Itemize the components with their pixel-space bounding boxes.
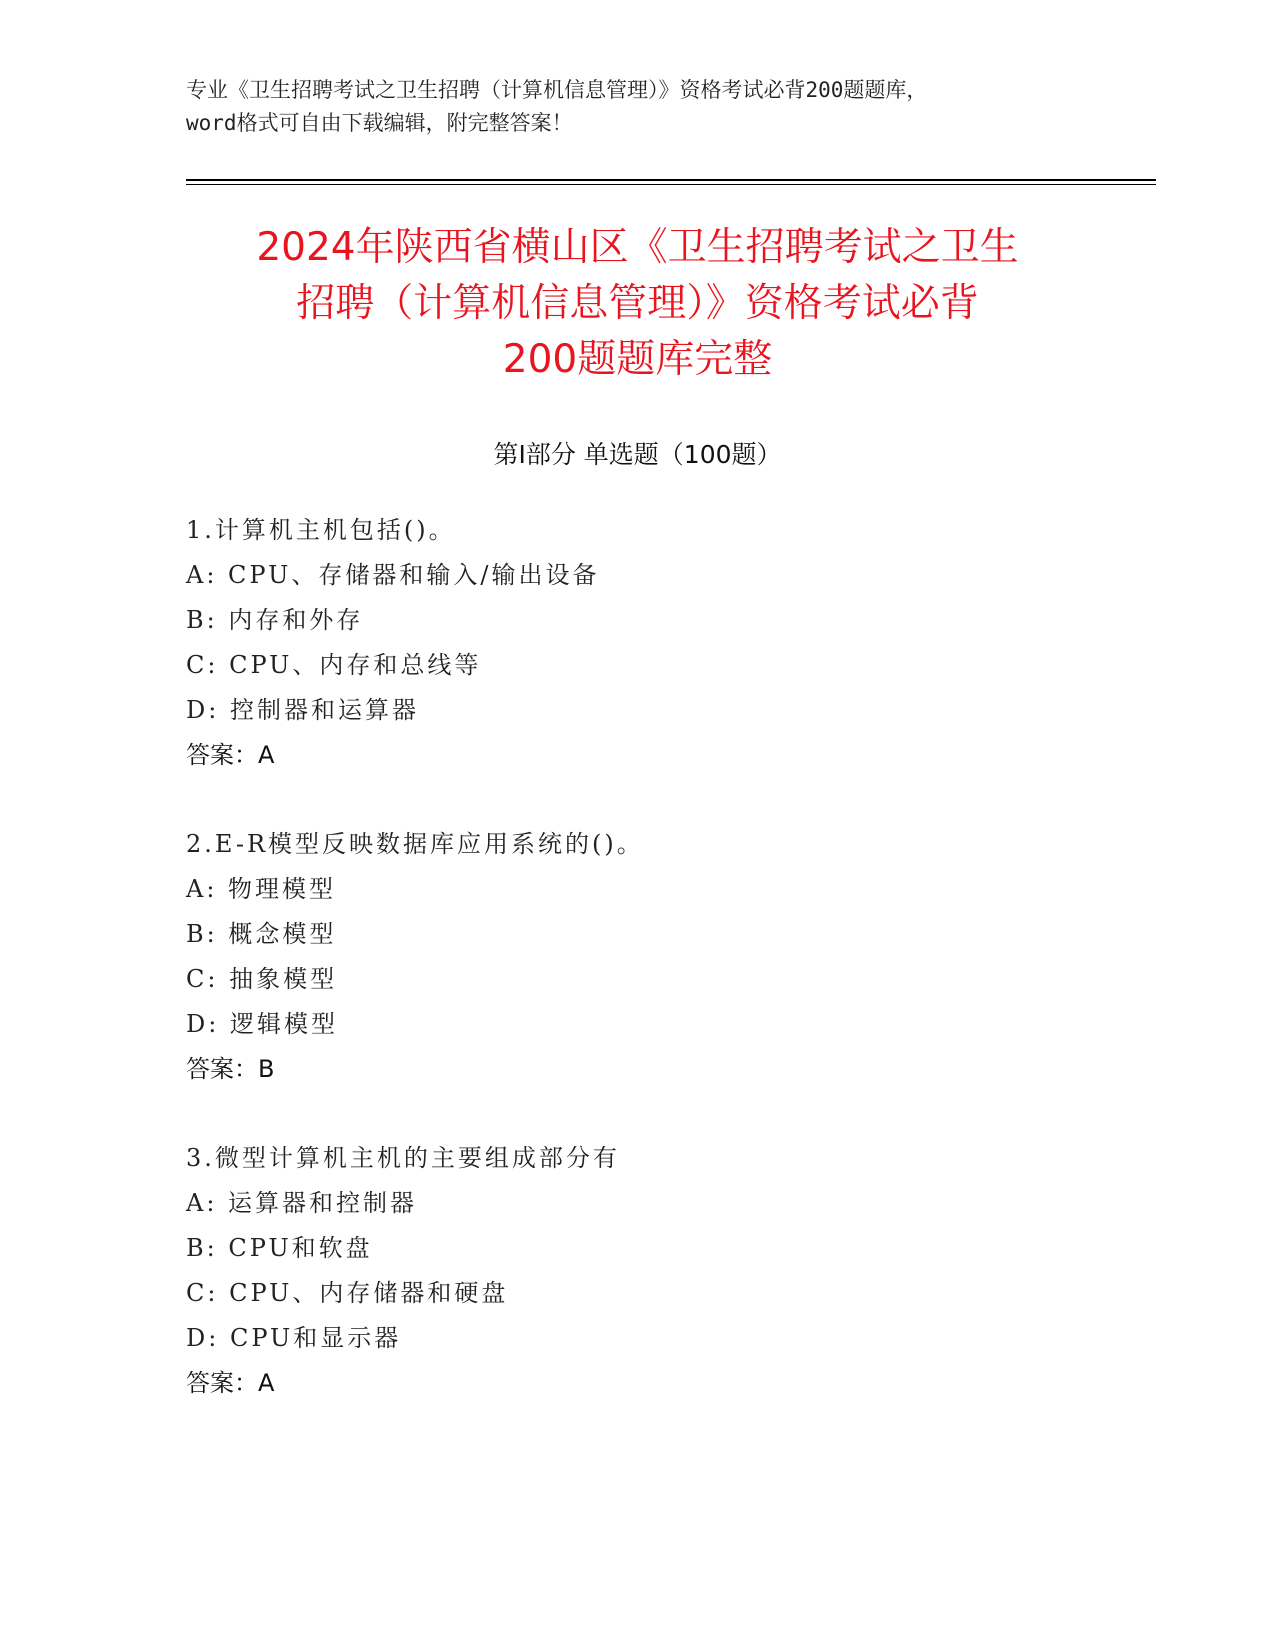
option-a: A: 运算器和控制器 [186, 1189, 418, 1217]
option-b: B: 概念模型 [186, 920, 337, 948]
option-c: C: 抽象模型 [186, 965, 338, 993]
header-note-line-1: 专业《卫生招聘考试之卫生招聘（计算机信息管理）》资格考试必背200题题库， [186, 78, 928, 102]
answer: 答案：B [186, 1055, 275, 1083]
option-a: A: 物理模型 [186, 875, 337, 903]
option-d: D: 逻辑模型 [186, 1010, 338, 1038]
option-b: B: CPU和软盘 [186, 1234, 373, 1262]
header-divider-thick [186, 179, 1156, 181]
option-c: C: CPU、内存储器和硬盘 [186, 1279, 509, 1307]
question-3 [186, 1136, 1086, 1406]
header-note [186, 74, 1086, 140]
option-d: D: 控制器和运算器 [186, 696, 419, 724]
answer: 答案：A [186, 741, 275, 769]
question-2 [186, 822, 1086, 1092]
option-a: A: CPU、存储器和输入/输出设备 [186, 561, 600, 589]
question-stem: 2.E-R模型反映数据库应用系统的()。 [186, 830, 644, 858]
option-d: D: CPU和显示器 [186, 1324, 402, 1352]
header-divider-thin [186, 184, 1156, 185]
title-line-1: 2024年陕西省横山区《卫生招聘考试之卫生 [256, 225, 1019, 270]
header-note-line-2: word格式可自由下载编辑，附完整答案！ [186, 111, 573, 135]
option-b: B: 内存和外存 [186, 606, 364, 634]
question-1 [186, 508, 1086, 778]
section-title: 第I部分 单选题（100题） [493, 440, 782, 469]
document-title [100, 220, 1175, 388]
question-stem: 1.计算机主机包括()。 [186, 516, 456, 544]
title-line-3: 200题题库完整 [502, 337, 773, 382]
question-stem: 3.微型计算机主机的主要组成部分有 [186, 1144, 620, 1172]
option-c: C: CPU、内存和总线等 [186, 651, 482, 679]
answer: 答案：A [186, 1369, 275, 1397]
title-line-2: 招聘（计算机信息管理）》资格考试必背 [296, 281, 979, 326]
